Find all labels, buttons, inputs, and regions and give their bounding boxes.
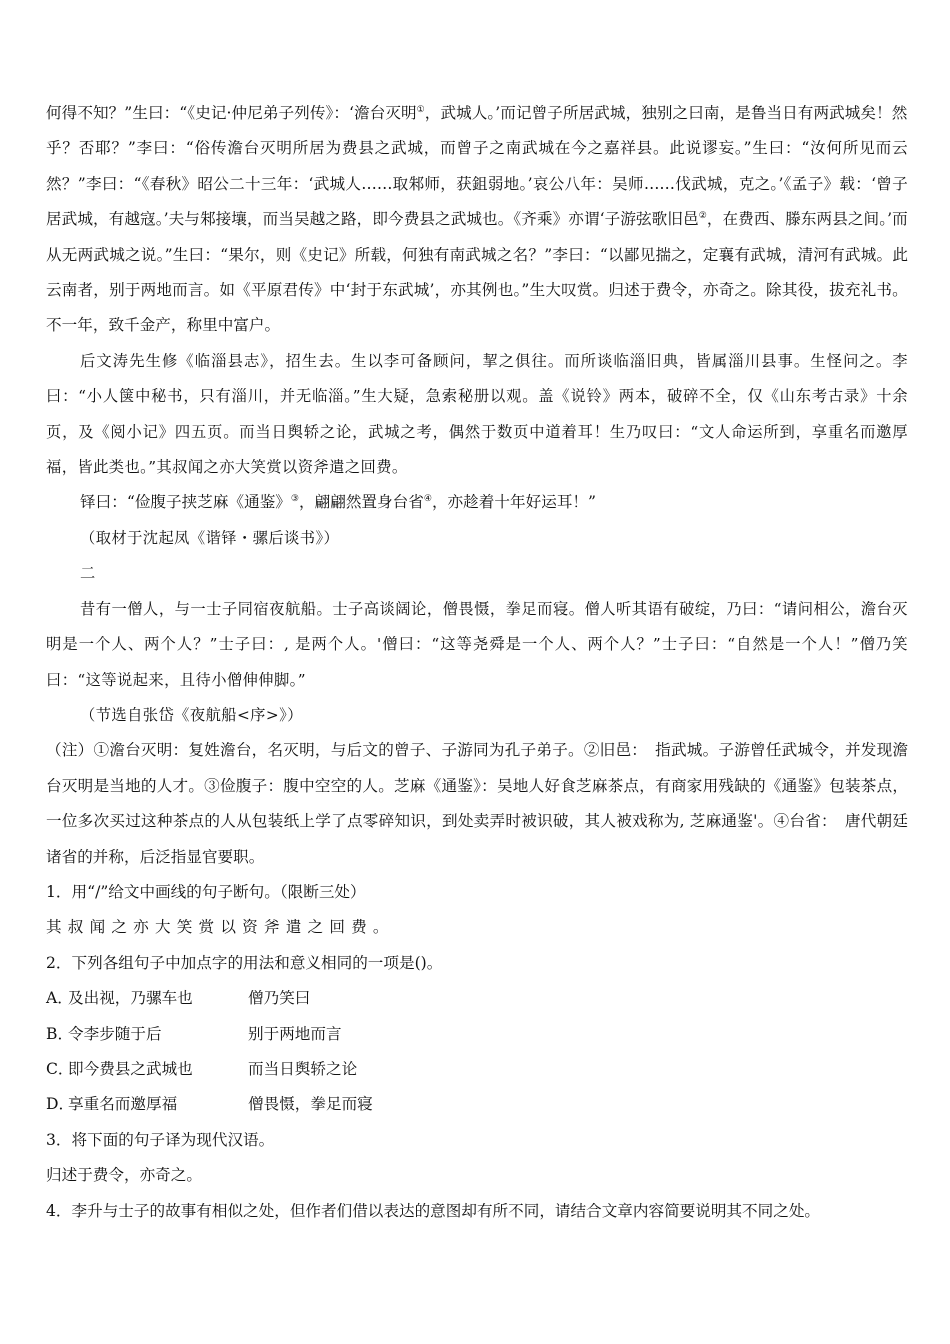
option-sentence-a: 即今费县之武城也 <box>68 1059 193 1078</box>
question-2-option-c <box>46 1052 908 1087</box>
option-sentence-b: 僧乃笑曰 <box>248 989 311 1008</box>
annotation-notes: （注）①澹台灭明：复姓澹台，名灭明，与后文的曾子、子游同为孔子弟子。②旧邑： 指武城。子游曾任武城令，并发现澹台灭明是当地的人才。③俭腹子：腹中空空的人。芝麻《通鉴》：吴地人好食芝麻茶点，有商家用残缺的《通鉴》包装茶点，一位多次买过这种茶点的人从包装纸上学了点零碎知识，到处卖弄时被识破，其人被戏称为, 芝麻通鉴'。④台省： 唐代朝廷诸省的并称，后泛指显官要职。 <box>46 741 908 866</box>
passage1-source: （取材于沈起凤《谐铎・骡后谈书》） <box>80 528 340 547</box>
question-4: 4．李升与士子的故事有相似之处，但作者们借以表达的意图却有所不同，请结合文章内容简要说明其不同之处。 <box>46 1201 821 1220</box>
question-2-option-d <box>46 1087 908 1122</box>
passage1-paragraph-2: 后文涛先生修《临淄县志》，招生去。生以李可备顾问，挈之俱往。而所谈临淄旧典，皆属淄川县事。生怪问之。李曰：“小人箧中秘书，只有淄川，并无临淄。”生大疑，急索秘册以观。盖《说铃》两本，破碎不全，仅《山东考古录》十余页，及《阅小记》四五页。而当日舆轿之论，武城之考，偶然于数页中道着耳！生乃叹曰：“文人命运所到，享重名而邀厚福，皆此类也。”其叔闻之亦大笑赏以资斧遣之回费。 <box>46 351 908 477</box>
question-3: 3．将下面的句子译为现代汉语。 <box>46 1130 275 1149</box>
question-1: 1．用“/”给文中画线的句子断句。（限断三处） <box>46 882 366 901</box>
option-label: C． <box>46 1059 74 1078</box>
question-1-sentence: 其叔闻之亦大笑赏以资斧遣之回费。 <box>46 918 395 937</box>
passage1-paragraph-1: 何得不知？”生曰：“《史记·仲尼弟子列传》：‘澹台灭明①，武城人。’而记曾子所居武城，独别之曰南，是鲁当日有两武城矣！然乎？否耶？”李曰：“俗传澹台灭明所居为费县之武城，而曾子之南武城在今之嘉祥县。此说谬妄。”生曰：“汝何所见而云然？”李曰：“《春秋》昭公二十三年：‘武城人……取邾师，获鉏弱地。’哀公八年：吴师……伐武城，克之。’《孟子》载：‘曾子居武城，有越寇。’夫与邾接壤，而当吴越之路，即今费县之武城也。《齐乘》亦谓‘子游弦歌旧邑②，在费西、滕东两县之间。’而从无两武城之说。”生曰：“果尔，则《史记》所载，何独有南武城之名？”李曰：“以鄙见揣之，定襄有武城，清河有武城。此云南者，别于两地而言。如《平原君传》中‘封于东武城’，亦其例也。”生大叹赏。归述于费令，亦奇之。除其役，拔充礼书。不一年，致千金产，称里中富户。 <box>46 104 908 335</box>
question-3-sentence: 归述于费令，亦奇之。 <box>46 1166 202 1185</box>
passage2-source: （节选自张岱《夜航船<序>》） <box>80 705 303 724</box>
option-sentence-a: 及出视，乃骡车也 <box>68 989 193 1008</box>
passage1-paragraph-3: 铎曰：“俭腹子挟芝麻《通鉴》③，翩翩然置身台省④，亦趁着十年好运耳！” <box>80 493 597 512</box>
passage2-paragraph: 昔有一僧人，与一士子同宿夜航船。士子高谈阔论，僧畏慑，拳足而寝。僧人听其语有破绽，乃曰：“请问相公，澹台灭明是一个人、两个人？”士子曰：, 是两个人。'僧曰：“这等尧舜是一个人、两个人？”士子曰：“自然是一个人！”僧乃笑曰：“这等说起来，且待小僧伸伸脚。” <box>46 599 908 689</box>
option-sentence-b: 别于两地而言 <box>248 1024 342 1043</box>
option-sentence-b: 而当日舆轿之论 <box>248 1059 358 1078</box>
question-2-option-a <box>46 981 908 1016</box>
option-sentence-a: 令李步随于后 <box>68 1024 162 1043</box>
option-sentence-a: 享重名而邀厚福 <box>68 1095 178 1114</box>
option-label: A． <box>46 989 73 1008</box>
option-sentence-b: 僧畏慑，拳足而寝 <box>248 1095 373 1114</box>
question-2: 2．下列各组句子中加点字的用法和意义相同的一项是()。 <box>46 953 443 972</box>
document-page <box>46 96 908 1229</box>
question-2-option-b <box>46 1017 908 1052</box>
passage2-heading: 二 <box>80 564 96 583</box>
option-label: D． <box>46 1095 75 1114</box>
option-label: B． <box>46 1024 74 1043</box>
